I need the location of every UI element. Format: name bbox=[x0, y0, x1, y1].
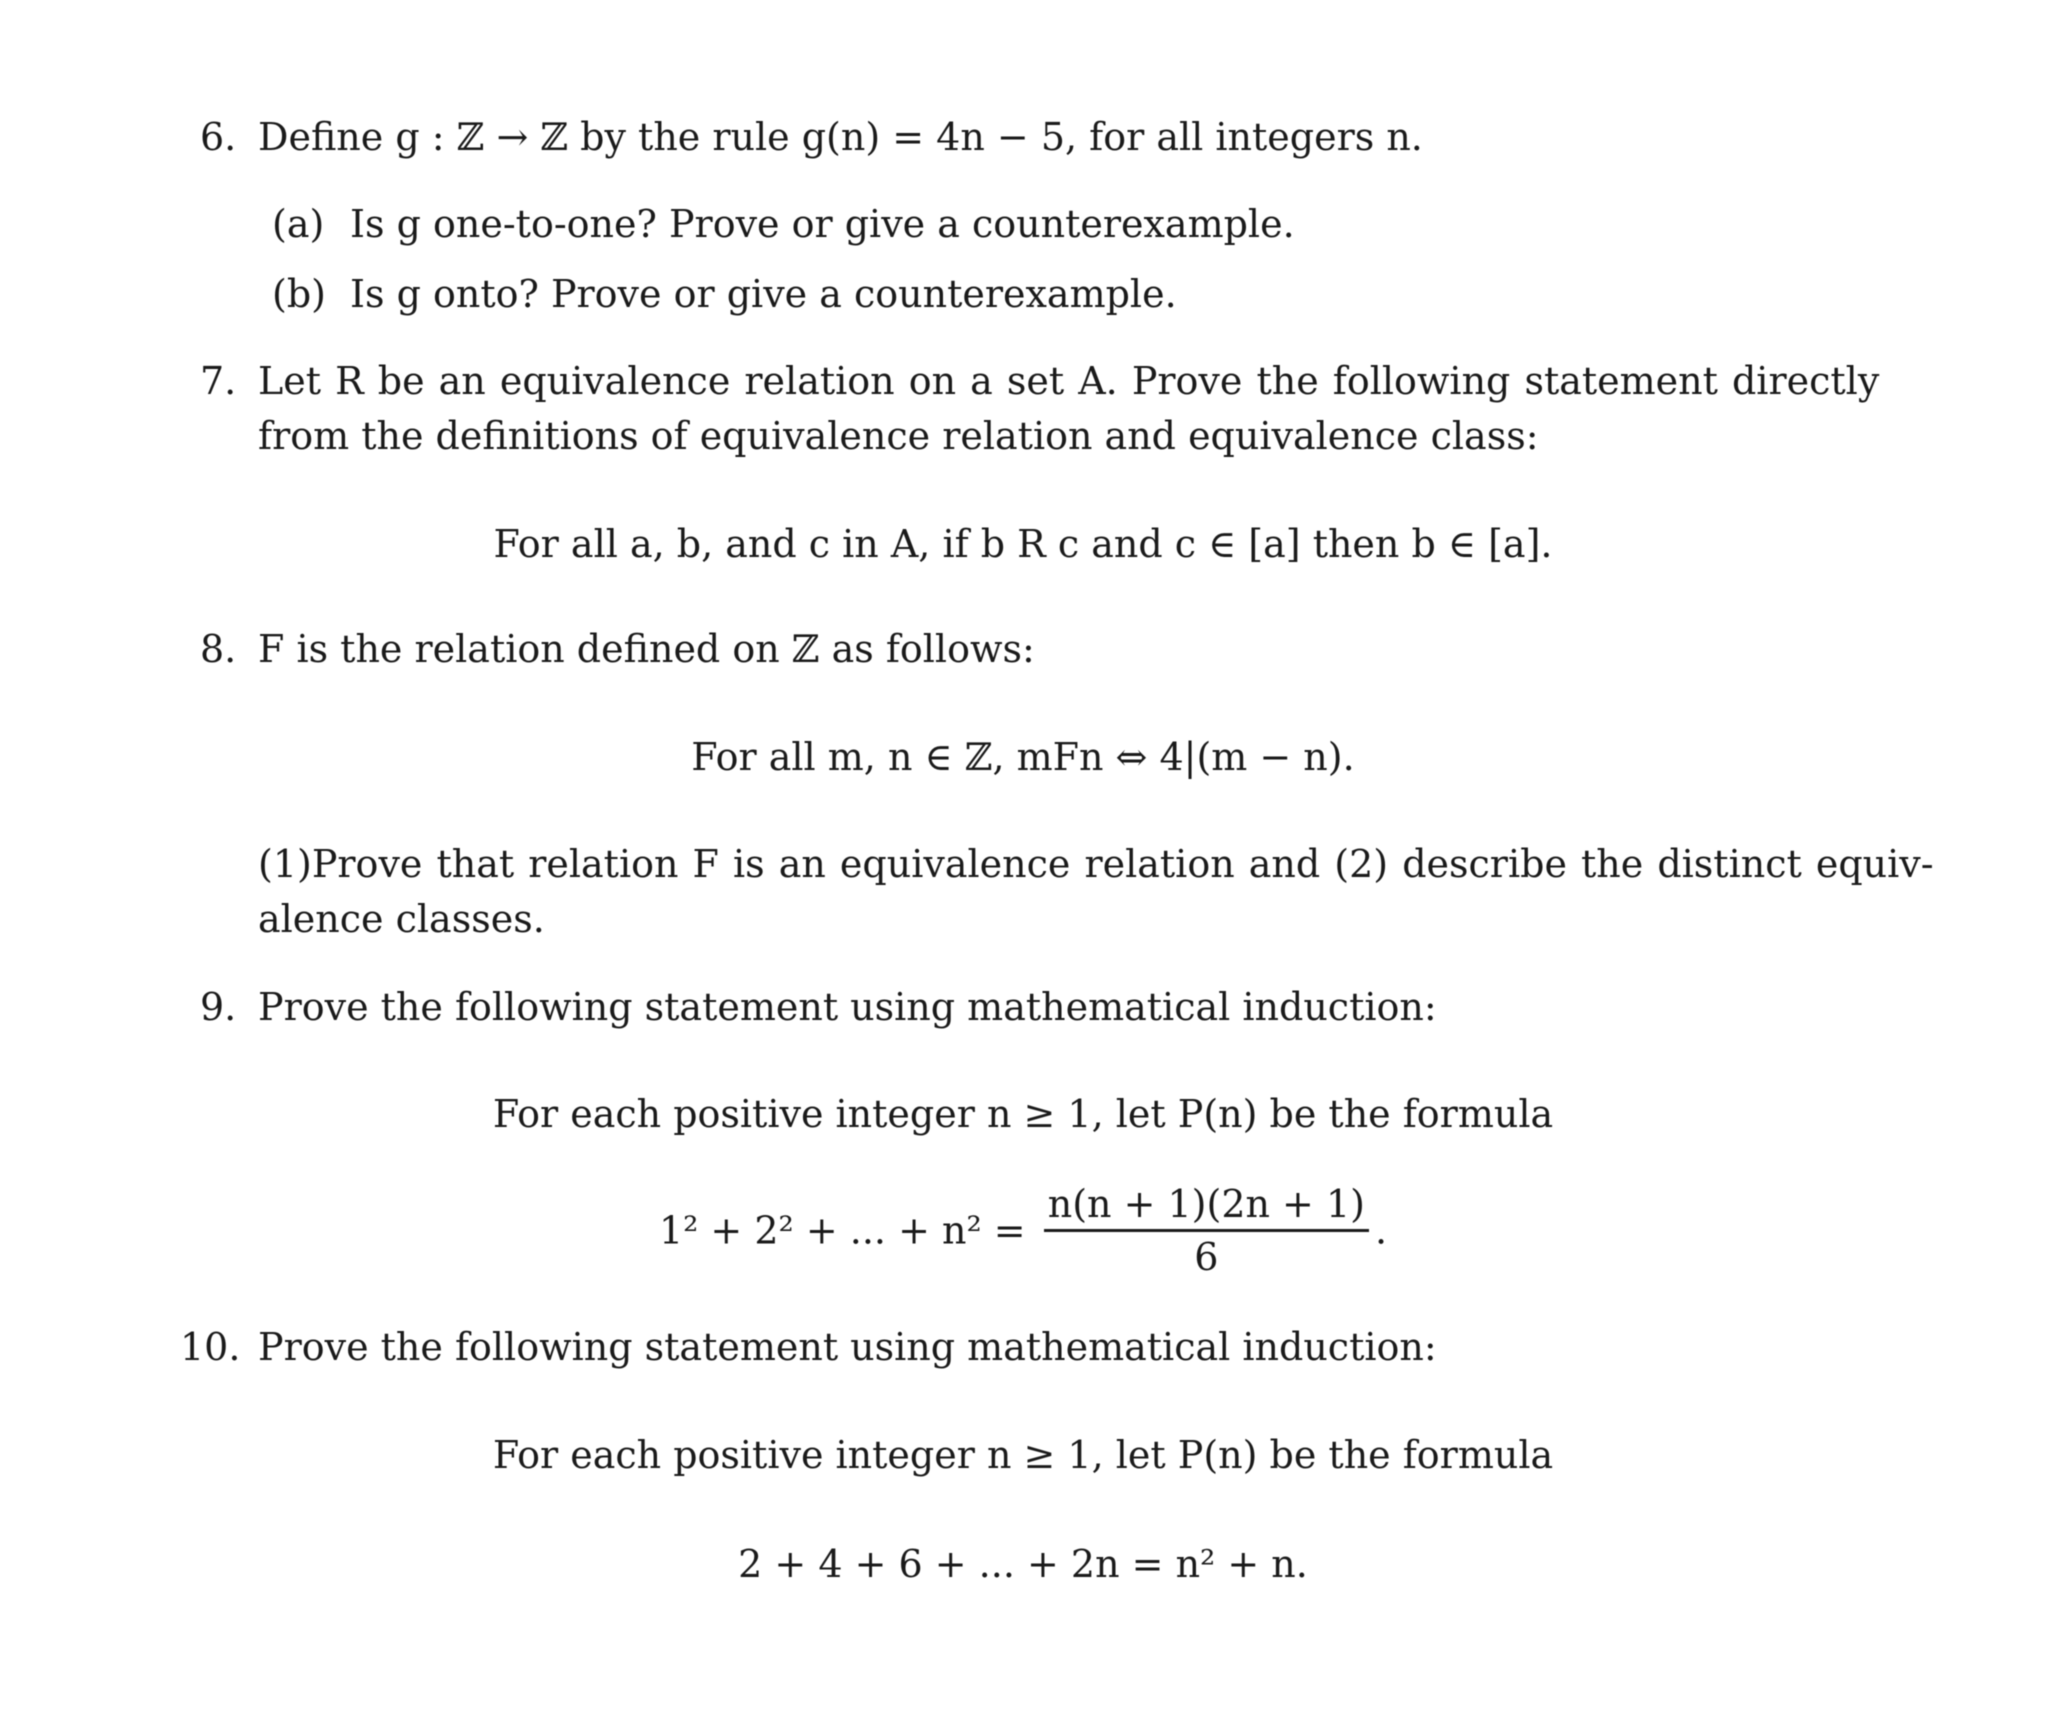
problem-10-number: 10. bbox=[180, 1325, 241, 1369]
problem-10-statement: For each positive integer n ≥ 1, let P(n) be the formula bbox=[492, 1433, 1554, 1477]
problem-6-number: 6. bbox=[200, 115, 237, 159]
problem-9-fraction bbox=[1044, 1182, 1369, 1279]
problem-10-text: Prove the following statement using mathematical induction: bbox=[258, 1325, 1437, 1369]
problem-8-statement: For all m, n ∈ ℤ, mFn ⇔ 4|(m − n). bbox=[691, 735, 1355, 779]
problem-9-formula-lhs: 1² + 2² + ... + n² = bbox=[658, 1208, 1026, 1253]
problem-9-text: Prove the following statement using mathematical induction: bbox=[258, 985, 1437, 1029]
problem-9-fraction-numerator: n(n + 1)(2n + 1) bbox=[1044, 1185, 1369, 1232]
problem-7-statement: For all a, b, and c in A, if b R c and c ∈ [a] then b ∈ [a]. bbox=[493, 522, 1553, 566]
problem-6-text: Define g : ℤ → ℤ by the rule g(n) = 4n − 5, for all integers n. bbox=[258, 115, 1423, 159]
problem-6a-text: Is g one-to-one? Prove or give a counterexample. bbox=[350, 202, 1295, 246]
problem-9-formula-end: . bbox=[1374, 1208, 1388, 1253]
problem-6a-label: (a) bbox=[272, 202, 325, 246]
problem-6b-label: (b) bbox=[272, 272, 326, 316]
problem-9-statement: For each positive integer n ≥ 1, let P(n) be the formula bbox=[492, 1092, 1554, 1136]
problem-9-fraction-denominator: 6 bbox=[1194, 1235, 1219, 1279]
problem-8-number: 8. bbox=[200, 627, 237, 671]
problem-9-number: 9. bbox=[200, 985, 237, 1029]
problem-10-formula: 2 + 4 + 6 + ... + 2n = n² + n. bbox=[738, 1542, 1308, 1586]
problem-7-text-line2: from the definitions of equivalence relation and equivalence class: bbox=[258, 414, 1539, 458]
problem-8-task-line2: alence classes. bbox=[258, 897, 545, 941]
problem-8-task-line1: (1)Prove that relation F is an equivalence relation and (2) describe the distinct equiv- bbox=[258, 842, 1934, 886]
problem-7-number: 7. bbox=[200, 359, 237, 403]
problem-6b-text: Is g onto? Prove or give a counterexample. bbox=[350, 272, 1177, 316]
problem-8-text: F is the relation defined on ℤ as follows: bbox=[258, 627, 1035, 671]
problem-7-text-line1: Let R be an equivalence relation on a set A. Prove the following statement directly bbox=[258, 359, 1880, 403]
problem-9-formula bbox=[0, 1182, 2046, 1279]
